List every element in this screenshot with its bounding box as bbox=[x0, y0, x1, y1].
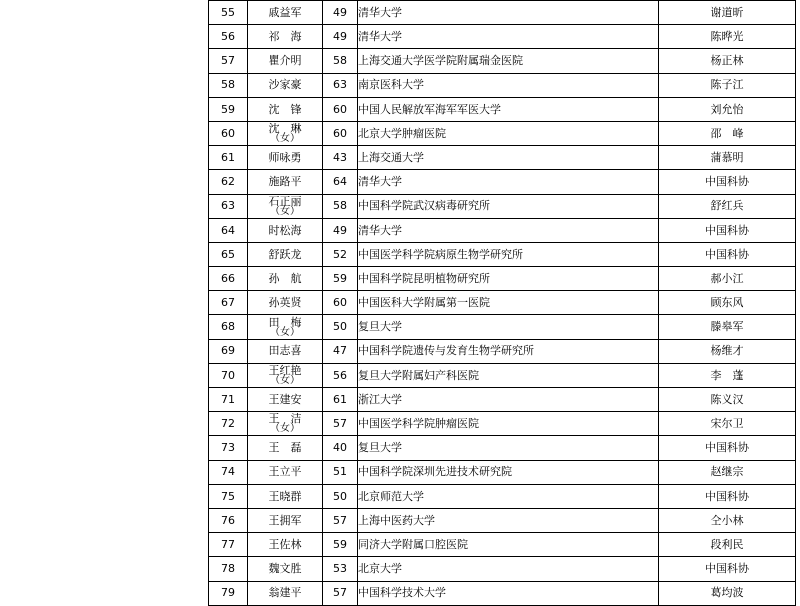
cell-age: 58 bbox=[323, 194, 358, 218]
table-row bbox=[209, 49, 796, 73]
cell-name: 王拥军 bbox=[248, 508, 323, 532]
cell-recommender: 中国科协 bbox=[659, 436, 796, 460]
cell-age: 50 bbox=[323, 484, 358, 508]
table-row bbox=[209, 97, 796, 121]
cell-recommender: 中国科协 bbox=[659, 218, 796, 242]
cell-age: 52 bbox=[323, 242, 358, 266]
cell-organization: 浙江大学 bbox=[358, 388, 659, 412]
cell-age: 40 bbox=[323, 436, 358, 460]
cell-recommender: 刘允怡 bbox=[659, 97, 796, 121]
cell-name: 翁建平 bbox=[248, 581, 323, 605]
cell-age: 57 bbox=[323, 581, 358, 605]
cell-recommender: 谢道昕 bbox=[659, 1, 796, 25]
cell-name-gender: （女） bbox=[270, 326, 300, 338]
cell-index: 56 bbox=[209, 25, 248, 49]
cell-age: 50 bbox=[323, 315, 358, 339]
cell-index: 72 bbox=[209, 412, 248, 436]
cell-recommender: 舒红兵 bbox=[659, 194, 796, 218]
cell-name: 沙家豪 bbox=[248, 73, 323, 97]
cell-age: 58 bbox=[323, 49, 358, 73]
cell-name: 施路平 bbox=[248, 170, 323, 194]
cell-name: 戚益军 bbox=[248, 1, 323, 25]
cell-index: 68 bbox=[209, 315, 248, 339]
cell-organization: 同济大学附属口腔医院 bbox=[358, 533, 659, 557]
table-row bbox=[209, 412, 796, 436]
cell-recommender: 蒲慕明 bbox=[659, 146, 796, 170]
table-row bbox=[209, 460, 796, 484]
cell-name bbox=[248, 194, 323, 218]
cell-recommender: 杨正林 bbox=[659, 49, 796, 73]
cell-index: 74 bbox=[209, 460, 248, 484]
cell-recommender: 陈义汉 bbox=[659, 388, 796, 412]
cell-name-gender: （女） bbox=[270, 374, 300, 386]
cell-name: 王立平 bbox=[248, 460, 323, 484]
cell-name: 王佐林 bbox=[248, 533, 323, 557]
cell-name: 沈 锋 bbox=[248, 97, 323, 121]
cell-age: 59 bbox=[323, 267, 358, 291]
table-row bbox=[209, 508, 796, 532]
table-row bbox=[209, 436, 796, 460]
table-row bbox=[209, 291, 796, 315]
cell-age: 49 bbox=[323, 218, 358, 242]
cell-index: 77 bbox=[209, 533, 248, 557]
cell-index: 71 bbox=[209, 388, 248, 412]
cell-name-gender: （女） bbox=[270, 205, 300, 217]
table-row bbox=[209, 73, 796, 97]
cell-name bbox=[248, 315, 323, 339]
cell-recommender: 赵继宗 bbox=[659, 460, 796, 484]
table-row bbox=[209, 146, 796, 170]
cell-organization: 南京医科大学 bbox=[358, 73, 659, 97]
cell-age: 49 bbox=[323, 25, 358, 49]
cell-age: 63 bbox=[323, 73, 358, 97]
cell-name-main: 田 梅 bbox=[268, 315, 302, 329]
table-row bbox=[209, 363, 796, 387]
cell-index: 62 bbox=[209, 170, 248, 194]
candidate-roster-table bbox=[208, 0, 792, 606]
cell-organization: 清华大学 bbox=[358, 25, 659, 49]
table-row bbox=[209, 315, 796, 339]
cell-name-main: 王 洁 bbox=[268, 412, 302, 426]
cell-age: 53 bbox=[323, 557, 358, 581]
cell-index: 65 bbox=[209, 242, 248, 266]
cell-age: 47 bbox=[323, 339, 358, 363]
cell-organization: 上海中医药大学 bbox=[358, 508, 659, 532]
cell-name: 孙英贤 bbox=[248, 291, 323, 315]
cell-recommender: 李 蓬 bbox=[659, 363, 796, 387]
cell-recommender: 宋尔卫 bbox=[659, 412, 796, 436]
cell-index: 69 bbox=[209, 339, 248, 363]
table-row bbox=[209, 1, 796, 25]
cell-index: 55 bbox=[209, 1, 248, 25]
cell-name-gender: （女） bbox=[270, 133, 300, 145]
cell-age: 59 bbox=[323, 533, 358, 557]
cell-organization: 中国科学院武汉病毒研究所 bbox=[358, 194, 659, 218]
cell-organization: 中国科学院遗传与发育生物学研究所 bbox=[358, 339, 659, 363]
cell-organization: 北京大学 bbox=[358, 557, 659, 581]
cell-age: 60 bbox=[323, 291, 358, 315]
table-row bbox=[209, 533, 796, 557]
cell-index: 57 bbox=[209, 49, 248, 73]
cell-recommender: 陈晔光 bbox=[659, 25, 796, 49]
cell-name: 魏文胜 bbox=[248, 557, 323, 581]
cell-index: 75 bbox=[209, 484, 248, 508]
cell-recommender: 中国科协 bbox=[659, 484, 796, 508]
cell-age: 57 bbox=[323, 412, 358, 436]
table-row bbox=[209, 194, 796, 218]
cell-age: 51 bbox=[323, 460, 358, 484]
cell-name: 祁 海 bbox=[248, 25, 323, 49]
cell-recommender: 仝小林 bbox=[659, 508, 796, 532]
cell-name bbox=[248, 121, 323, 145]
cell-organization: 复旦大学 bbox=[358, 436, 659, 460]
cell-name bbox=[248, 412, 323, 436]
cell-age: 60 bbox=[323, 121, 358, 145]
cell-name: 王晓群 bbox=[248, 484, 323, 508]
cell-recommender: 邵 峰 bbox=[659, 121, 796, 145]
cell-name-main: 石正丽 bbox=[268, 194, 302, 208]
cell-age: 49 bbox=[323, 1, 358, 25]
cell-organization: 上海交通大学 bbox=[358, 146, 659, 170]
cell-index: 58 bbox=[209, 73, 248, 97]
cell-index: 60 bbox=[209, 121, 248, 145]
table-row bbox=[209, 170, 796, 194]
cell-organization: 中国医学科学院病原生物学研究所 bbox=[358, 242, 659, 266]
cell-index: 64 bbox=[209, 218, 248, 242]
cell-age: 60 bbox=[323, 97, 358, 121]
cell-recommender: 葛均波 bbox=[659, 581, 796, 605]
cell-name-main: 王红艳 bbox=[268, 363, 302, 377]
cell-name: 舒跃龙 bbox=[248, 242, 323, 266]
cell-index: 79 bbox=[209, 581, 248, 605]
cell-recommender: 滕皋军 bbox=[659, 315, 796, 339]
cell-name: 田志喜 bbox=[248, 339, 323, 363]
cell-index: 67 bbox=[209, 291, 248, 315]
cell-organization: 中国人民解放军海军军医大学 bbox=[358, 97, 659, 121]
cell-index: 70 bbox=[209, 363, 248, 387]
cell-index: 78 bbox=[209, 557, 248, 581]
cell-recommender: 杨维才 bbox=[659, 339, 796, 363]
cell-name-main: 沈 琳 bbox=[268, 122, 302, 136]
cell-organization: 北京师范大学 bbox=[358, 484, 659, 508]
cell-recommender: 中国科协 bbox=[659, 170, 796, 194]
table-row bbox=[209, 581, 796, 605]
cell-organization: 中国科学技术大学 bbox=[358, 581, 659, 605]
cell-index: 63 bbox=[209, 194, 248, 218]
cell-organization: 上海交通大学医学院附属瑞金医院 bbox=[358, 49, 659, 73]
table-row bbox=[209, 267, 796, 291]
cell-age: 56 bbox=[323, 363, 358, 387]
cell-age: 64 bbox=[323, 170, 358, 194]
cell-organization: 北京大学肿瘤医院 bbox=[358, 121, 659, 145]
table-row bbox=[209, 388, 796, 412]
cell-age: 61 bbox=[323, 388, 358, 412]
table-row bbox=[209, 242, 796, 266]
cell-age: 43 bbox=[323, 146, 358, 170]
cell-organization: 清华大学 bbox=[358, 218, 659, 242]
page-left-margin bbox=[0, 0, 208, 449]
table-row bbox=[209, 25, 796, 49]
table-row bbox=[209, 484, 796, 508]
cell-name: 师咏勇 bbox=[248, 146, 323, 170]
cell-name: 孙 航 bbox=[248, 267, 323, 291]
cell-organization: 复旦大学附属妇产科医院 bbox=[358, 363, 659, 387]
cell-organization: 中国医科大学附属第一医院 bbox=[358, 291, 659, 315]
cell-recommender: 段利民 bbox=[659, 533, 796, 557]
cell-name: 时松海 bbox=[248, 218, 323, 242]
cell-index: 61 bbox=[209, 146, 248, 170]
table-row bbox=[209, 121, 796, 145]
cell-organization: 复旦大学 bbox=[358, 315, 659, 339]
cell-age: 57 bbox=[323, 508, 358, 532]
cell-organization: 中国科学院深圳先进技术研究院 bbox=[358, 460, 659, 484]
cell-index: 73 bbox=[209, 436, 248, 460]
cell-organization: 清华大学 bbox=[358, 170, 659, 194]
cell-name bbox=[248, 363, 323, 387]
cell-index: 59 bbox=[209, 97, 248, 121]
cell-recommender: 顾东风 bbox=[659, 291, 796, 315]
cell-index: 66 bbox=[209, 267, 248, 291]
cell-organization: 中国医学科学院肿瘤医院 bbox=[358, 412, 659, 436]
table-row bbox=[209, 339, 796, 363]
table-row bbox=[209, 218, 796, 242]
cell-organization: 清华大学 bbox=[358, 1, 659, 25]
cell-recommender: 郝小江 bbox=[659, 267, 796, 291]
cell-recommender: 中国科协 bbox=[659, 557, 796, 581]
cell-recommender: 陈子江 bbox=[659, 73, 796, 97]
cell-name-gender: （女） bbox=[270, 423, 300, 435]
cell-index: 76 bbox=[209, 508, 248, 532]
cell-name: 瞿介明 bbox=[248, 49, 323, 73]
cell-recommender: 中国科协 bbox=[659, 242, 796, 266]
cell-organization: 中国科学院昆明植物研究所 bbox=[358, 267, 659, 291]
cell-name: 王建安 bbox=[248, 388, 323, 412]
cell-name: 王 磊 bbox=[248, 436, 323, 460]
table-row bbox=[209, 557, 796, 581]
